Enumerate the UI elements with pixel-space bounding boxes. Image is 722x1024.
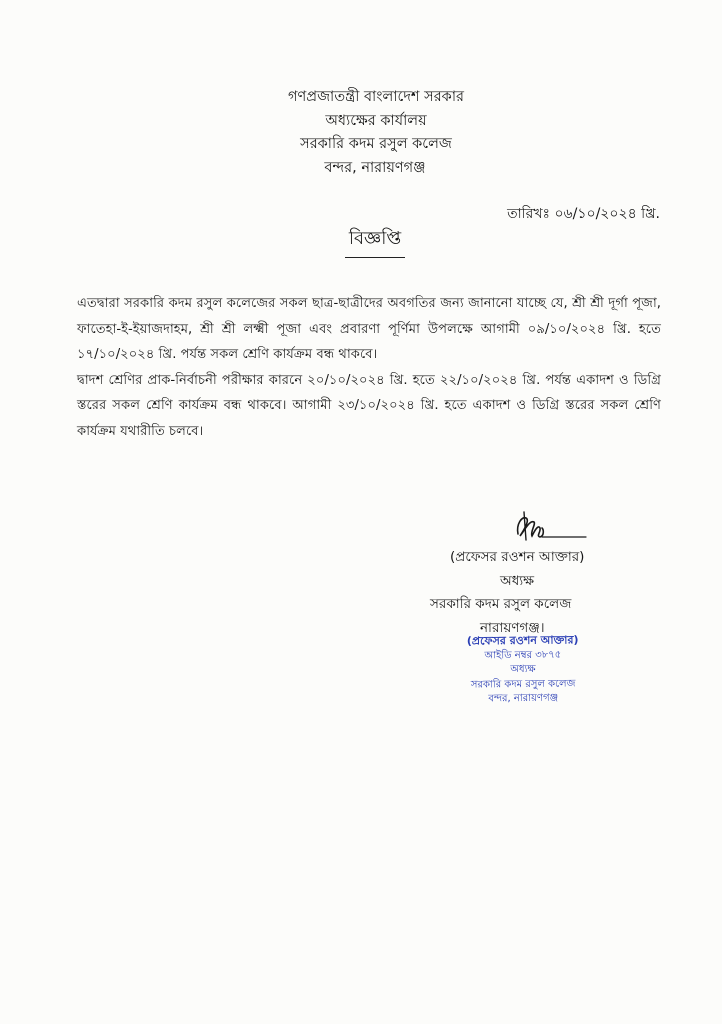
official-seal-stamp [448,633,599,707]
college-name: সরকারি কদম রসুল কলেজ [300,136,452,152]
signatory-name: (প্রফেসর রওশন আক্তার) [450,549,585,565]
handwritten-signature [500,506,590,548]
notice-title: বিজ্ঞপ্তি [345,224,405,258]
stamp-institution: সরকারি কদম রসুল কলেজ [470,677,576,691]
stamp-designation: অধ্যক্ষ [510,663,536,676]
office-name: অধ্যক্ষের কার্যালয় [325,112,427,129]
notice-body [77,291,661,444]
notice-title-wrapper [0,224,722,258]
college-address: বন্দর, নারায়ণগঞ্জ [324,159,426,176]
signatory-designation: অধ্যক্ষ [500,572,535,589]
signatory-location: নারায়ণগঞ্জ। [480,619,545,636]
signatory-institution: সরকারি কদম রসুল কলেজ [430,596,572,612]
stamp-location: বন্দর, নারায়ণগঞ্জ [488,692,559,705]
letterhead [0,86,722,180]
stamp-name: (প্রফেসর রওশন আক্তার) [466,633,579,648]
notice-paragraph-1: এতদ্বারা সরকারি কদম রসুল কলেজের সকল ছাত্র-ছাত্রীদের অবগতির জন্য জানানো যাচ্ছে যে, শ্রী শ্রী দূর্গা পূজা, ফাতেহা-ই-ইয়াজদাহম, শ্রী শ্রী লক্ষ্মী পূজা এবং প্রবারণা পূর্ণিমা উপলক্ষে আগামী ০৯/১০/২০২৪ খ্রি. হতে ১৭/১০/২০২৪ খ্রি. পর্যন্ত সকল শ্রেণি কার্যক্রম বন্ধ থাকবে। [77,296,661,362]
stamp-id: আইডি নম্বর ৩৮৭৫ [484,649,562,661]
government-name: গণপ্রজাতন্ত্রী বাংলাদেশ সরকার [287,89,464,105]
notice-date: তারিখঃ ০৬/১০/২০২৪ খ্রি. [507,206,660,222]
notice-paragraph-2: দ্বাদশ শ্রেণির প্রাক-নির্বাচনী পরীক্ষার কারনে ২০/১০/২০২৪ খ্রি. হতে ২২/১০/২০২৪ খ্রি. পর্যন্ত একাদশ ও ডিগ্রি স্তরের সকল শ্রেণি কার্যক্রম বন্ধ থাকবে। আগামী ২৩/১০/২০২৪ খ্রি. হতে একাদশ ও ডিগ্রি স্তরের সকল শ্রেণি কার্যক্রম যথারীতি চলবে। [77,372,661,439]
signatory-block [420,546,650,640]
